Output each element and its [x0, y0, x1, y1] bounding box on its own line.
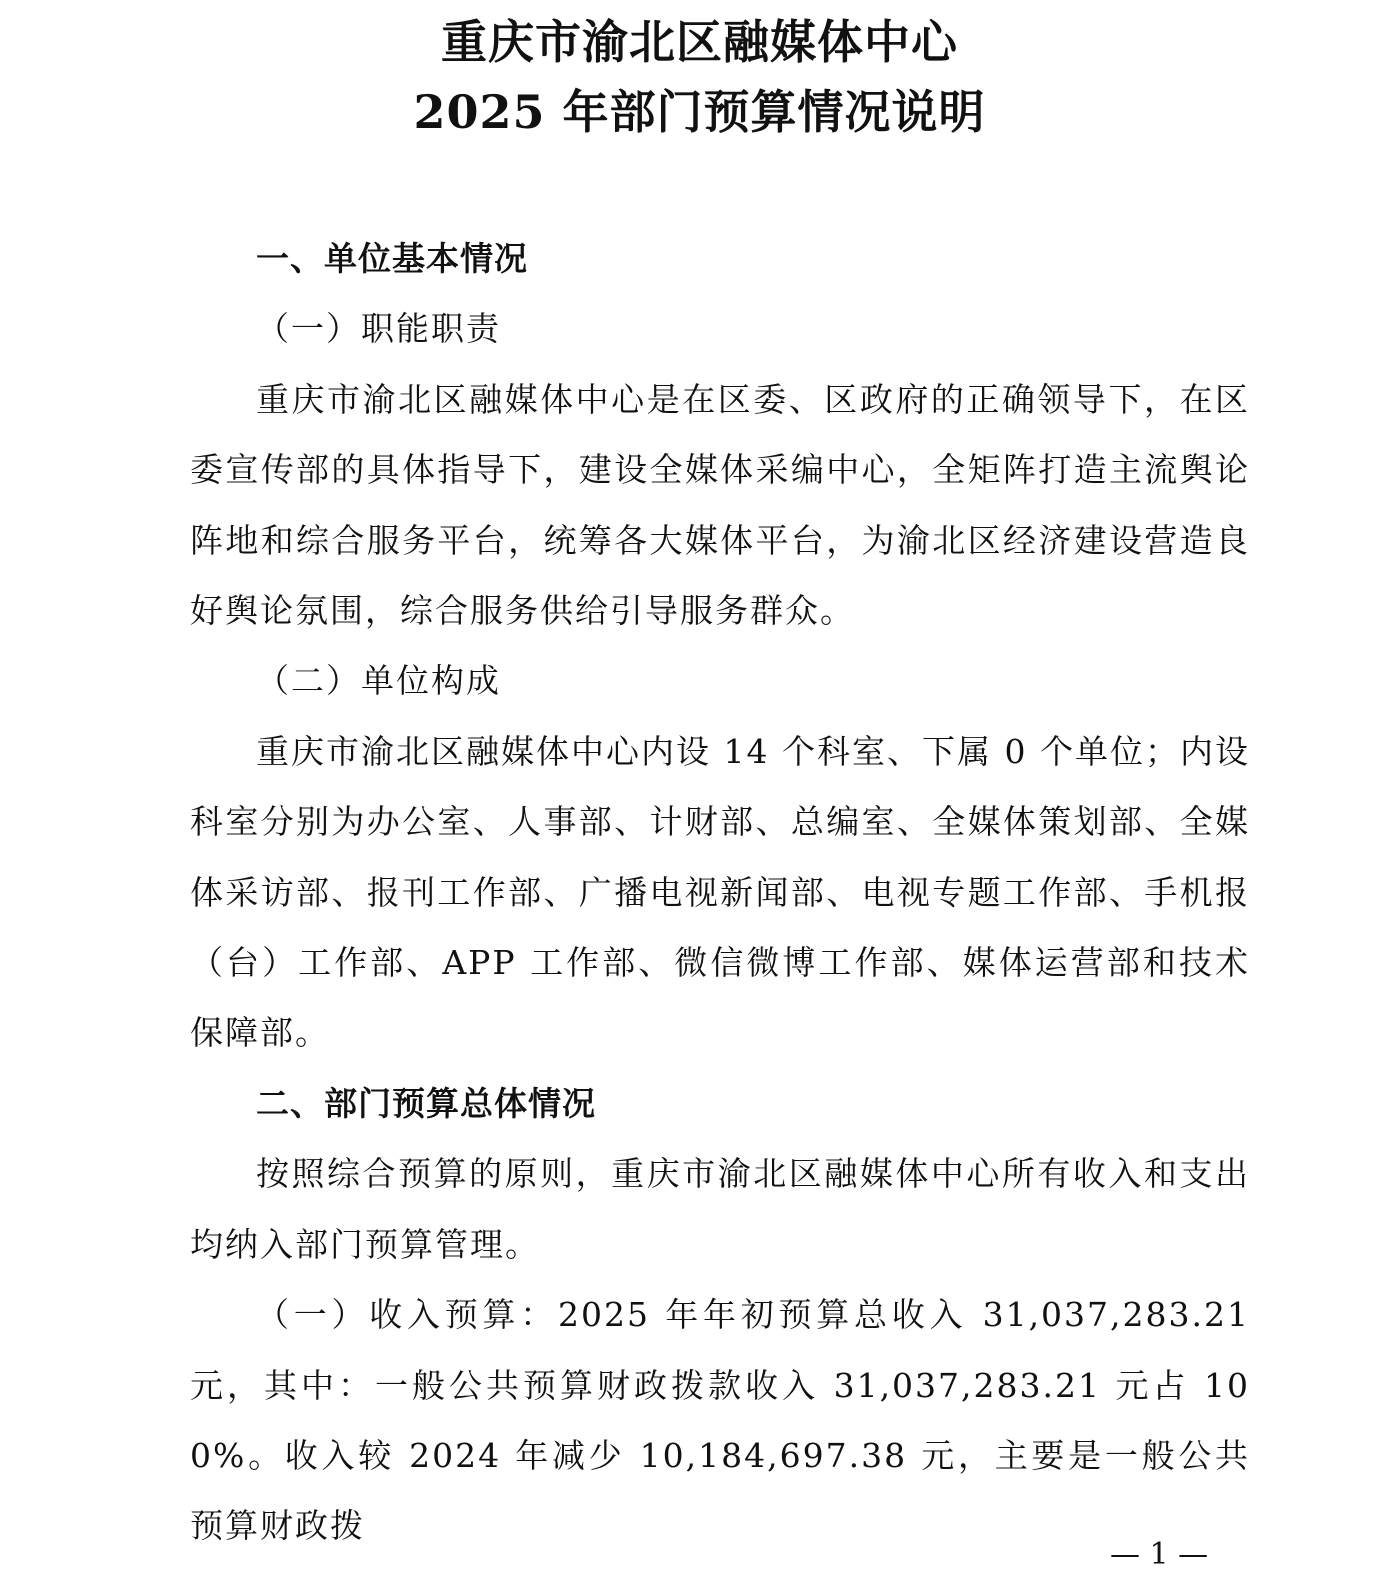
subsection-heading-composition: （二）单位构成: [256, 661, 501, 701]
paragraph-budget-principle: 按照综合预算的原则，重庆市渝北区融媒体中心所有收入和支出均纳入部门预算管理。: [190, 1154, 1250, 1264]
document-title-line2: 2025 年部门预算情况说明: [413, 85, 986, 139]
document-title-line1: 重庆市渝北区融媒体中心: [441, 15, 958, 69]
section-heading-budget-overview: 二、部门预算总体情况: [256, 1083, 596, 1123]
subsection-heading-functions: （一）职能职责: [256, 309, 501, 349]
document-body: [190, 224, 1250, 1562]
paragraph-functions: 重庆市渝北区融媒体中心是在区委、区政府的正确领导下，在区委宣传部的具体指导下，建设全媒体采编中心，全矩阵打造主流舆论阵地和综合服务平台，统筹各大媒体平台，为渝北区经济建设营造良好舆论氛围，综合服务供给引导服务群众。: [190, 379, 1250, 631]
page-number: — 1 —: [1110, 1537, 1209, 1572]
paragraph-composition: 重庆市渝北区融媒体中心内设 14 个科室、下属 0 个单位；内设科室分别为办公室、人事部、计财部、总编室、全媒体策划部、全媒体采访部、报刊工作部、广播电视新闻部、电视专题工作部、手机报（台）工作部、APP 工作部、微信微博工作部、媒体运营部和技术保障部。: [190, 731, 1250, 1053]
section-heading-unit-basic-info: 一、单位基本情况: [256, 239, 528, 278]
paragraph-income-budget: （一）收入预算：2025 年年初预算总收入 31,037,283.21 元，其中：一般公共预算财政拨款收入 31,037,283.21 元占 100%。收入较 2024 年减少 10,184,697.38 元，主要是一般公共预算财政拨: [190, 1295, 1250, 1546]
